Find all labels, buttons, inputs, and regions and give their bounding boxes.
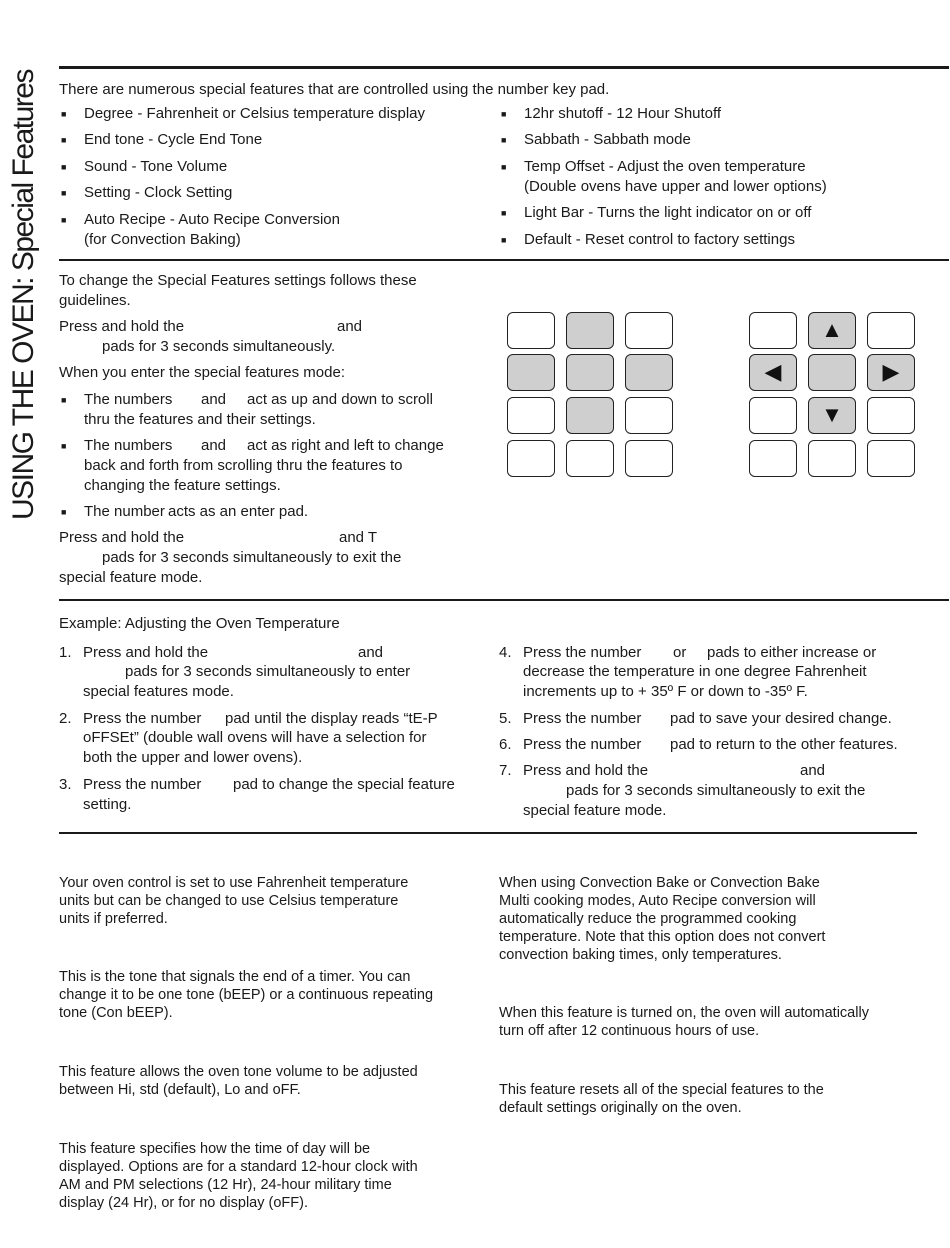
step-text: both the upper and lower ovens). — [83, 749, 303, 766]
keypad-key-shaded — [808, 354, 856, 391]
step-text: pads for 3 seconds simultaneously to exit the — [566, 782, 866, 799]
step-number: 2. — [59, 710, 72, 727]
guideline-text: act as right and left to change — [247, 437, 444, 454]
feature-item: ■ Auto Recipe - Auto Recipe Conversion — [59, 210, 340, 230]
step-text: increments up to + 35º F or down to -35º F. — [523, 683, 808, 700]
step-text: Press the number — [523, 710, 642, 727]
description-line: This feature resets all of the special features to the — [499, 1082, 824, 1098]
description-line: This feature specifies how the time of day will be — [59, 1141, 371, 1157]
arrow-up-icon: ▲ — [821, 317, 843, 342]
guidelines-text: When you enter the special features mode: — [59, 364, 345, 381]
guidelines-text: To change the Special Features settings follows these — [59, 272, 417, 289]
feature-item: ■ Light Bar - Turns the light indicator on or off — [499, 203, 811, 223]
side-title-text: USING THE OVEN: Special Features — [7, 70, 40, 520]
feature-item: ■ Degree - Fahrenheit or Celsius temperature display — [59, 104, 425, 124]
step-number: 3. — [59, 776, 72, 793]
guideline-bullet — [59, 390, 479, 410]
keypad-key — [566, 440, 614, 477]
example-step — [499, 643, 919, 663]
description-line: Your oven control is set to use Fahrenheit temperature — [59, 875, 409, 891]
step-number: 7. — [499, 762, 512, 779]
step-text: Press the number — [83, 776, 202, 793]
keypad-key-shaded — [507, 354, 555, 391]
guidelines-text: Press and hold the — [59, 318, 185, 335]
description-line: units but can be changed to use Celsius temperature — [59, 893, 399, 909]
description-line: displayed. Options are for a standard 12-hour clock with — [59, 1159, 418, 1175]
keypad-key — [625, 312, 673, 349]
step-text: Press the number — [523, 644, 642, 661]
example-step — [499, 735, 939, 755]
step-text: special features mode. — [83, 683, 234, 700]
guidelines-text: and T — [339, 529, 378, 546]
keypad-key-down — [808, 397, 856, 434]
description-line: This feature allows the oven tone volume to be adjusted — [59, 1064, 418, 1080]
divider-rule — [59, 599, 949, 601]
divider-rule — [59, 259, 949, 261]
description-degree — [59, 874, 408, 928]
feature-item: ■ 12hr shutoff - 12 Hour Shutoff — [499, 104, 721, 124]
keypad-key-right — [867, 354, 915, 391]
guidelines-text: guidelines. — [59, 292, 131, 309]
description-12hr-shutoff — [499, 1004, 869, 1040]
keypad-key — [625, 440, 673, 477]
description-line: convection baking times, only temperatures. — [499, 947, 782, 963]
guideline-bullet — [59, 436, 479, 456]
keypad-key — [867, 440, 915, 477]
arrow-right-icon: ▶ — [882, 359, 900, 384]
example-step — [59, 775, 489, 795]
description-line: Multi cooking modes, Auto Recipe conversion will — [499, 893, 816, 909]
description-line: change it to be one tone (bEEP) or a continuous repeating — [59, 987, 434, 1003]
step-text: and — [800, 762, 826, 779]
step-number: 6. — [499, 736, 512, 753]
keypad-key-shaded — [566, 312, 614, 349]
guideline-text: The numbers — [84, 391, 173, 408]
step-text: decrease the temperature in one degree Fahrenheit — [523, 663, 867, 680]
intro-lead: There are numerous special features that are controlled using the number key pad. — [59, 81, 610, 98]
guidelines-text: back and forth from scrolling thru the features to — [84, 457, 403, 474]
feature-item: ■ Sound - Tone Volume — [59, 157, 227, 177]
guidelines-text: Press and hold the — [59, 529, 185, 546]
keypad-key — [749, 312, 797, 349]
step-text: special feature mode. — [523, 802, 667, 819]
feature-item: ■ Temp Offset - Adjust the oven temperature — [499, 157, 806, 177]
description-line: turn off after 12 continuous hours of use. — [499, 1023, 760, 1039]
guidelines-text: thru the features and their settings. — [84, 411, 316, 428]
description-line: AM and PM selections (12 Hr), 24-hour military time — [59, 1177, 392, 1193]
keypad-key — [749, 397, 797, 434]
keypad-key — [507, 397, 555, 434]
arrow-down-icon: ▼ — [821, 402, 843, 427]
step-text: Press and hold the — [83, 644, 209, 661]
step-text: pad to return to the other features. — [670, 736, 898, 753]
keypad-key-shaded — [625, 354, 673, 391]
step-text: pad to save your desired change. — [670, 710, 892, 727]
keypad-key — [507, 440, 555, 477]
guideline-text: and — [201, 437, 227, 454]
description-line: temperature. Note that this option does not convert — [499, 929, 826, 945]
guidelines-text: pads for 3 seconds simultaneously. — [102, 338, 336, 355]
guideline-text: and — [201, 391, 227, 408]
description-line: When this feature is turned on, the oven will automatically — [499, 1005, 869, 1021]
guideline-bullet — [59, 502, 479, 522]
step-text: pads to either increase or — [707, 644, 877, 661]
description-setting — [59, 1140, 418, 1212]
divider-rule — [59, 832, 917, 834]
example-title: Example: Adjusting the Oven Temperature — [59, 615, 340, 632]
description-auto-recipe — [499, 874, 825, 964]
example-step — [499, 761, 919, 781]
example-step — [499, 709, 929, 729]
side-title — [2, 26, 42, 526]
keypad-key — [625, 397, 673, 434]
step-text: oFFSEt” (double wall ovens will have a selection for — [83, 729, 427, 746]
keypad-key — [867, 312, 915, 349]
description-line: automatically reduce the programmed cooking — [499, 911, 797, 927]
feature-item: ■ Default - Reset control to factory settings — [499, 230, 795, 250]
step-number: 4. — [499, 644, 512, 661]
step-text: setting. — [83, 796, 132, 813]
step-text: or — [673, 644, 687, 661]
step-text: Press the number — [523, 736, 642, 753]
top-rule — [59, 66, 949, 69]
description-line: tone (Con bEEP). — [59, 1005, 173, 1021]
description-line: units if preferred. — [59, 911, 168, 927]
guidelines-text: special feature mode. — [59, 569, 203, 586]
feature-item-continued: (Double ovens have upper and lower options) — [524, 178, 827, 195]
step-text: Press the number — [83, 710, 202, 727]
guideline-text: The number — [84, 503, 165, 520]
keypad-key — [507, 312, 555, 349]
description-line: default settings originally on the oven. — [499, 1100, 742, 1116]
feature-item: ■ Sabbath - Sabbath mode — [499, 130, 691, 150]
step-text: Press and hold the — [523, 762, 649, 779]
keypad-key-shaded — [566, 354, 614, 391]
keypad-key — [749, 440, 797, 477]
step-number: 5. — [499, 710, 512, 727]
step-text: pad until the display reads “tE-P — [225, 710, 438, 727]
example-step — [59, 709, 479, 729]
step-number: 1. — [59, 644, 72, 661]
description-line: When using Convection Bake or Convection Bake — [499, 875, 820, 891]
step-text: pad to change the special feature — [233, 776, 455, 793]
keypad-key-up — [808, 312, 856, 349]
example-step — [59, 643, 479, 663]
feature-item-continued: (for Convection Baking) — [84, 231, 241, 248]
guidelines-text: changing the feature settings. — [84, 477, 281, 494]
step-text: and — [358, 644, 384, 661]
guideline-text: acts as an enter pad. — [168, 503, 309, 520]
step-text: pads for 3 seconds simultaneously to enter — [125, 663, 411, 680]
description-sound — [59, 1063, 418, 1099]
guideline-text: The numbers — [84, 437, 173, 454]
guidelines-text: and — [337, 318, 363, 335]
arrow-left-icon: ◀ — [764, 359, 782, 384]
keypad-key-left — [749, 354, 797, 391]
description-default — [499, 1081, 824, 1117]
guideline-text: act as up and down to scroll — [247, 391, 433, 408]
description-end-tone — [59, 968, 433, 1022]
feature-item: ■ End tone - Cycle End Tone — [59, 130, 262, 150]
description-line: This is the tone that signals the end of a timer. You can — [59, 969, 411, 985]
keypad-key — [808, 440, 856, 477]
keypad-key-shaded — [566, 397, 614, 434]
keypad-key — [867, 397, 915, 434]
description-line: between Hi, std (default), Lo and oFF. — [59, 1082, 301, 1098]
guidelines-text: pads for 3 seconds simultaneously to exit the — [102, 549, 402, 566]
description-line: display (24 Hr), or for no display (oFF). — [59, 1195, 308, 1211]
feature-item: ■ Setting - Clock Setting — [59, 183, 232, 203]
